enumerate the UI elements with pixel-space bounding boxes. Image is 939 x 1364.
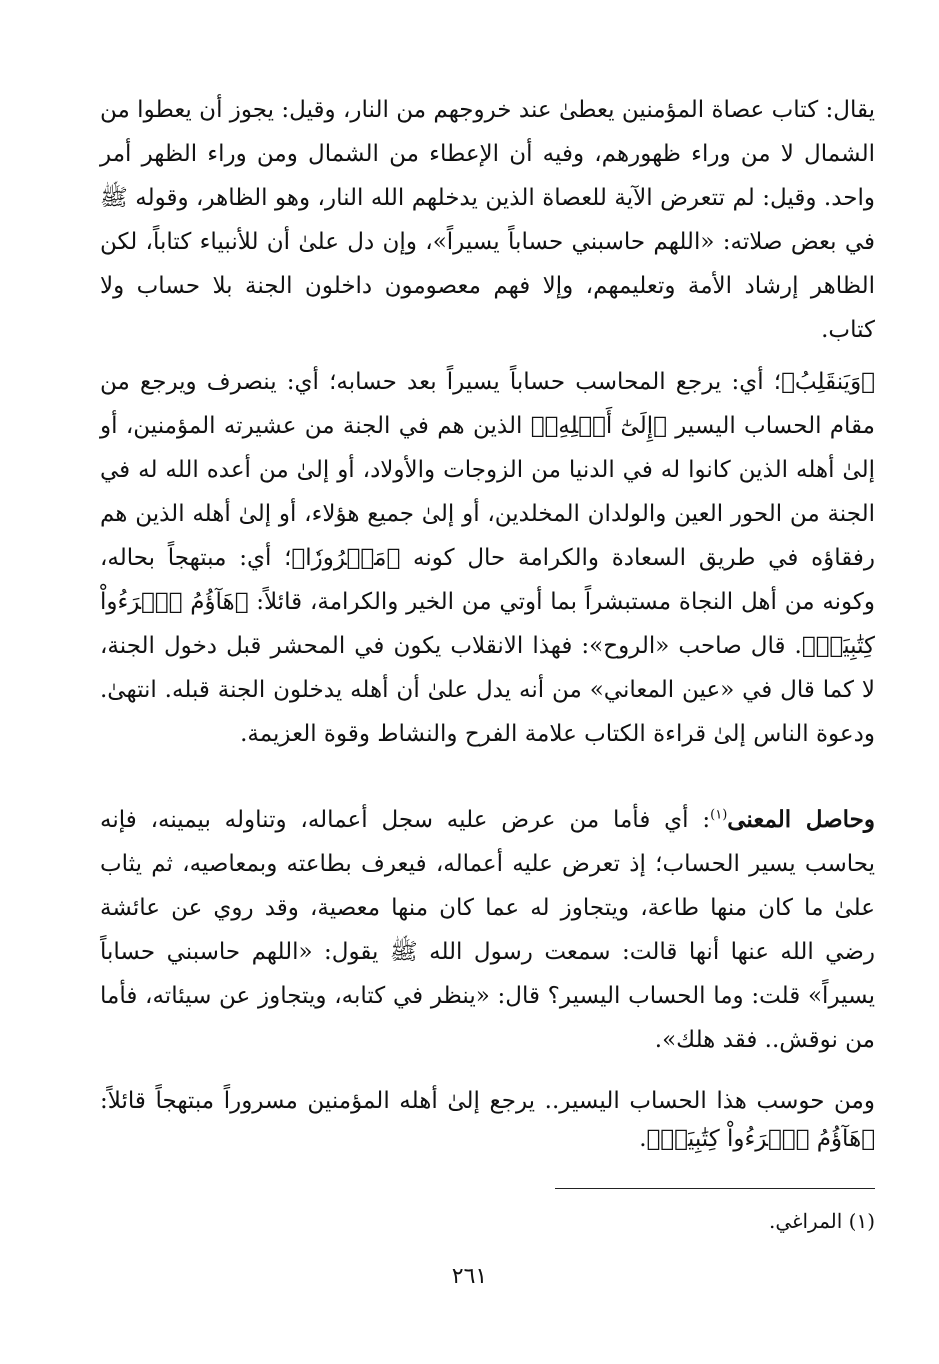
footnote-reference: (١) [710, 807, 728, 823]
paragraph-4: ومن حوسب هذا الحساب اليسير.. يرجع إلىٰ أهله المؤمنين مسروراً مبتهجاً قائلاً: ﴿هَآؤُمُ ٱقۡرَءُواْ كِتَٰبِيَهۡ﴾. [100, 1088, 875, 1152]
paragraph-1: يقال: كتاب عصاة المؤمنين يعطىٰ عند خروجهم من النار، وقيل: يجوز أن يعطوا من الشمال لا من وراء ظهورهم، وفيه أن الإعطاء من الشمال ومن وراء الظهر أمر واحد. وقيل: لم تتعرض الآية للعصاة الذين يدخلهم الله النار، وهو الظاهر، وقوله ﷺ في بعض صلاته: «اللهم حاسبني حساباً يسيراً»، وإن دل علىٰ أن للأنبياء كتاباً، لكن الظاهر إرشاد الأمة وتعليمهم، وإلا فهم معصومون داخلون الجنة بلا حساب ولا كتاب. [100, 97, 875, 343]
paragraph-3-body: : أي فأما من عرض عليه سجل أعماله، وتناوله بيمينه، فإنه يحاسب يسير الحساب؛ إذ تعرض عليه أعماله، فيعرف بطاعته وبمعاصيه، ثم يثاب علىٰ ما كان منها طاعة، ويتجاوز له عما كان منها معصية، وقد روي عن عائشة رضي الله عنها أنها قالت: سمعت رسول الله ﷺ يقول: «اللهم حاسبني حساباً يسيراً» قلت: وما الحساب اليسير؟ قال: «ينظر في كتابه، ويتجاوز عن سيئاته، فأما من نوقش.. فقد هلك». [100, 807, 875, 1053]
paragraph-3 [100, 798, 875, 1062]
footnote-divider [555, 1188, 875, 1189]
paragraph-3-lead: وحاصل المعنى [727, 806, 875, 833]
paragraph-2: ﴿وَيَنقَلِبُ﴾؛ أي: يرجع المحاسب حساباً يسيراً بعد حسابه؛ أي: ينصرف ويرجع من مقام الحساب اليسير ﴿إِلَىٰٓ أَهۡلِهِۦ﴾ الذين هم في الجنة من عشيرته المؤمنين، أو إلىٰ أهله الذين كانوا له في الدنيا من الزوجات والأولاد، أو إلىٰ من أعده الله له في الجنة من الحور العين والولدان المخلدين، أو إلىٰ جميع هؤلاء، أو إلىٰ أهله الذين هم رفقاؤه في طريق السعادة والكرامة حال كونه ﴿مَسۡرُورٗا﴾؛ أي: مبتهجاً بحاله، وكونه من أهل النجاة مستبشراً بما أوتي من الخير والكرامة، قائلاً: ﴿هَآؤُمُ ٱقۡرَءُواْ كِتَٰبِيَهۡ﴾. قال صاحب «الروح»: فهذا الانقلاب يكون في المحشر قبل دخول الجنة، لا كما قال في «عين المعاني» من أنه يدل علىٰ أن أهله يدخلون الجنة قبله. انتهىٰ. ودعوة الناس إلىٰ قراءة الكتاب علامة الفرح والنشاط وقوة العزيمة. [100, 369, 875, 747]
page-number: ٢٦١ [451, 1264, 488, 1289]
footnote: (١) المراغي. [768, 1209, 875, 1233]
